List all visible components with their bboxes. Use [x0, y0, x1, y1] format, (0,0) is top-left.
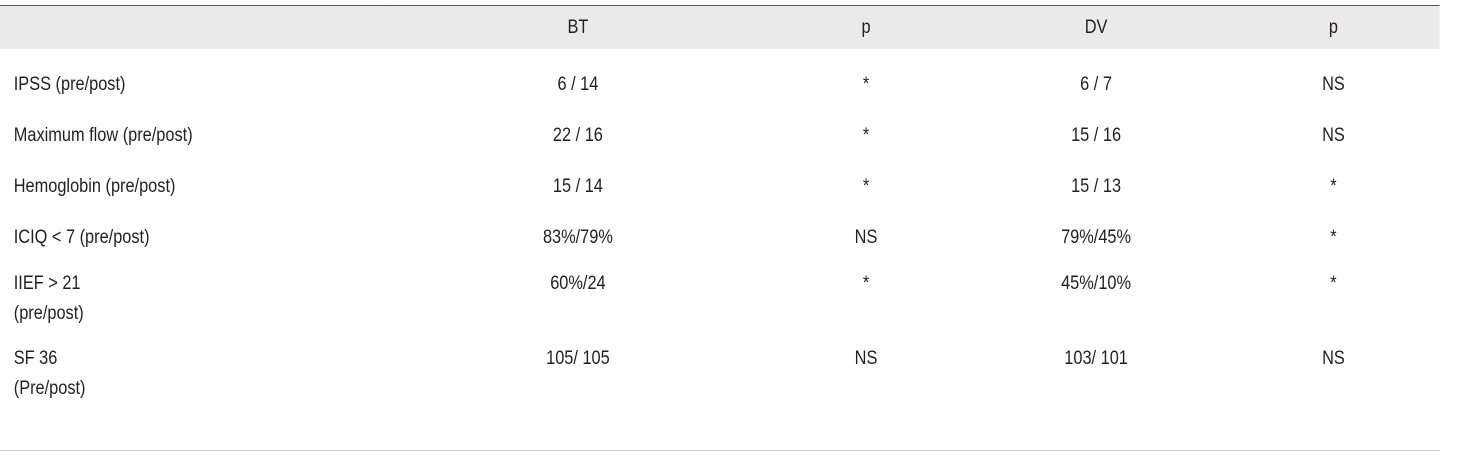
cell-dv: 103/ 101: [1064, 348, 1128, 369]
cell-p-dv: NS: [1322, 125, 1345, 146]
cell-dv: 45%/10%: [1061, 273, 1132, 294]
results-table-container: [0, 5, 1440, 423]
table-row-maximum-flow: [0, 112, 1440, 163]
row-label: Hemoglobin (pre/post): [13, 176, 176, 197]
cell-bt: 15 / 14: [552, 176, 603, 197]
row-label: ICIQ < 7 (pre/post): [13, 227, 150, 248]
table-row-sf36: [0, 344, 1440, 423]
cell-p-dv: *: [1330, 273, 1337, 294]
table-header-row: [0, 6, 1440, 50]
row-label: IPSS (pre/post): [13, 74, 126, 95]
header-bt: BT: [389, 6, 767, 50]
row-label-line-2: (Pre/post): [13, 378, 86, 399]
cell-p-dv: NS: [1322, 348, 1345, 369]
cell-p-dv: *: [1330, 227, 1337, 248]
table-row-iciq: [0, 214, 1440, 265]
cell-p-dv: *: [1330, 176, 1337, 197]
cell-p-bt: NS: [854, 348, 878, 369]
cell-p-bt: *: [862, 273, 870, 294]
row-label: Maximum flow (pre/post): [13, 125, 193, 146]
cell-bt: 83%/79%: [542, 227, 613, 248]
row-label-line-2: (pre/post): [13, 303, 84, 324]
table-row-hemoglobin: [0, 163, 1440, 214]
cell-p-dv: NS: [1322, 74, 1345, 95]
cell-dv: 79%/45%: [1061, 227, 1132, 248]
cell-p-bt: NS: [854, 227, 878, 248]
row-label-line-1: SF 36: [13, 348, 58, 369]
cell-dv: 15 / 13: [1071, 176, 1122, 197]
table-row-ipss: [0, 49, 1440, 112]
table-row-iief: [0, 265, 1440, 344]
cell-bt: 6 / 14: [557, 74, 599, 95]
header-p-bt: p: [767, 6, 965, 50]
row-label: [0, 344, 389, 423]
header-label-column: [0, 6, 389, 50]
table-bottom-rule: [0, 450, 1440, 451]
cell-p-bt: *: [862, 125, 870, 146]
row-label: [0, 265, 389, 344]
cell-bt: 22 / 16: [552, 125, 603, 146]
header-p-dv: p: [1227, 6, 1439, 50]
header-dv: DV: [965, 6, 1227, 50]
cell-p-bt: *: [862, 74, 870, 95]
cell-dv: 6 / 7: [1080, 74, 1112, 95]
cell-dv: 15 / 16: [1071, 125, 1122, 146]
row-label-line-1: IIEF > 21: [13, 273, 81, 294]
results-table: [0, 5, 1440, 423]
cell-bt: 105/ 105: [546, 348, 610, 369]
cell-p-bt: *: [862, 176, 870, 197]
cell-bt: 60%/24: [550, 273, 606, 294]
